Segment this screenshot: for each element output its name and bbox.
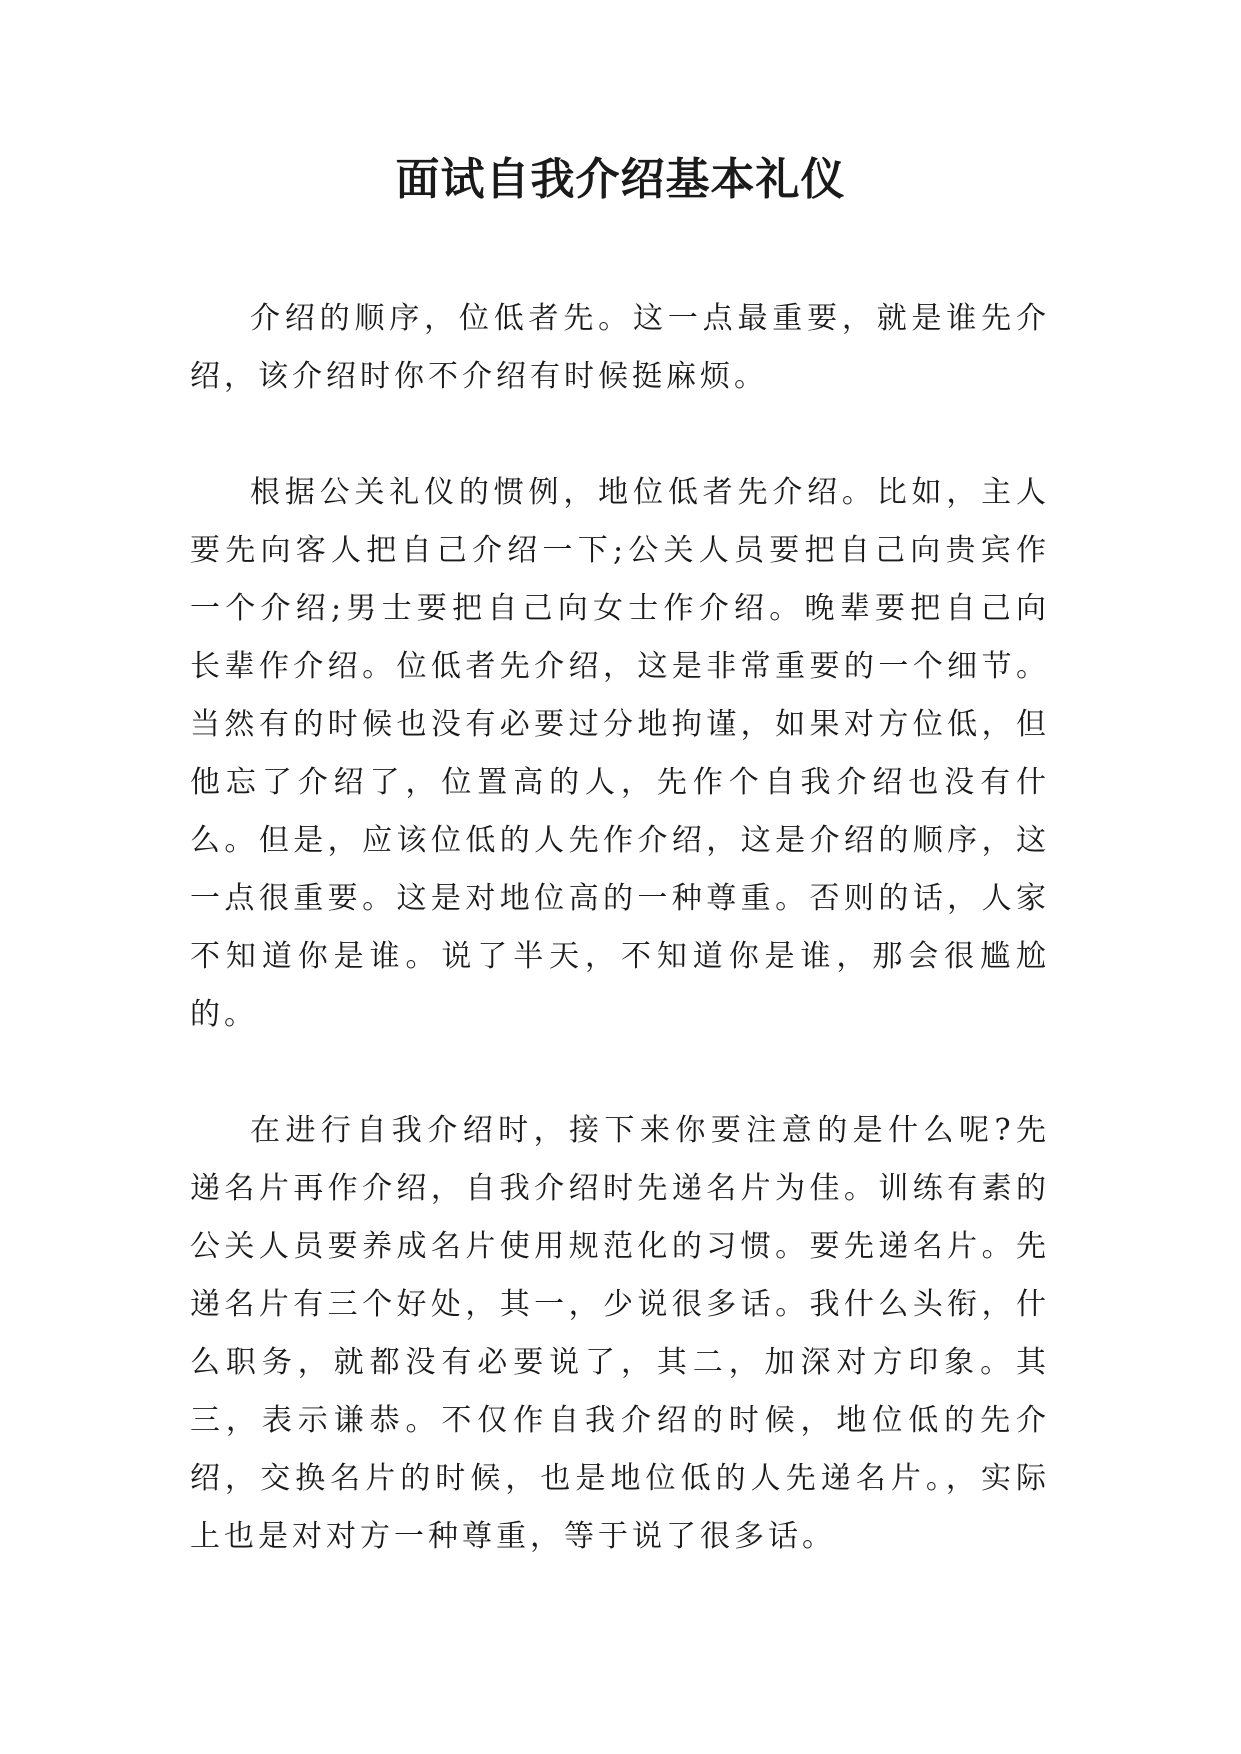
paragraph-3: 在进行自我介绍时，接下来你要注意的是什么呢?先递名片再作介绍，自我介绍时先递名片为佳。训练有素的公关人员要养成名片使用规范化的习惯。要先递名片。先递名片有三个好处，其一，少说很多话。我什么头衔，什么职务，就都没有必要说了，其二，加深对方印象。其三，表示谦恭。不仅作自我介绍的时候，地位低的先介绍，交换名片的时候，也是地位低的人先递名片。，实际上也是对对方一种尊重，等于说了很多话。 — [190, 1113, 1050, 1554]
document-title: 面试自我介绍基本礼仪 — [395, 154, 846, 205]
paragraph-2: 根据公关礼仪的惯例，地位低者先介绍。比如，主人要先向客人把自己介绍一下;公关人员要把自己向贵宾作一个介绍;男士要把自己向女士作介绍。晚辈要把自己向长辈作介绍。位低者先介绍，这是非常重要的一个细节。当然有的时候也没有必要过分地拘谨，如果对方位低，但他忘了介绍了，位置高的人，先作个自我介绍也没有什么。但是，应该位低的人先作介绍，这是介绍的顺序，这一点很重要。这是对地位高的一种尊重。否则的话，人家不知道你是谁。说了半天，不知道你是谁，那会很尴尬的。 — [190, 475, 1050, 1032]
paragraph-1: 介绍的顺序，位低者先。这一点最重要，就是谁先介绍，该介绍时你不介绍有时候挺麻烦。 — [190, 301, 1050, 394]
document-body — [190, 290, 1050, 1624]
